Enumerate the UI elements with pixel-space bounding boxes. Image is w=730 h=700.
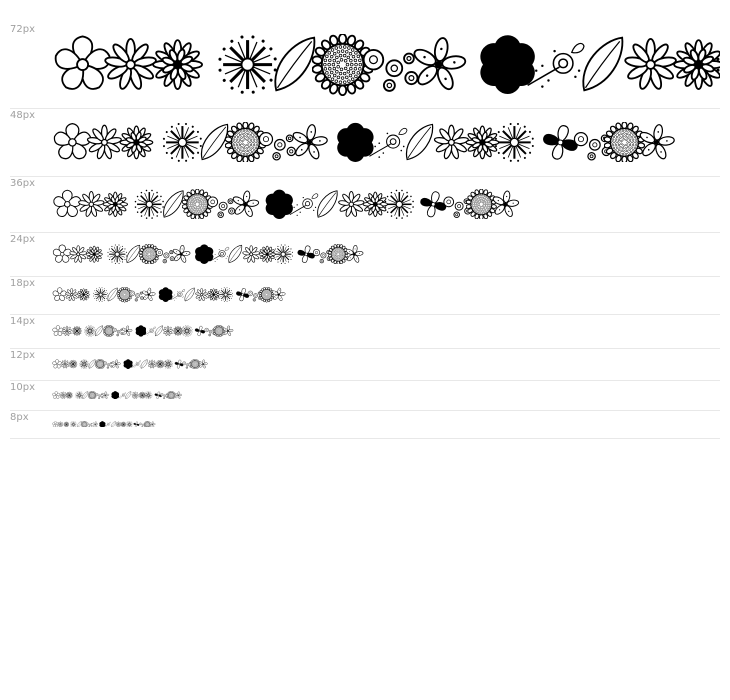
five-petal-glyph bbox=[271, 287, 286, 302]
five-petal-glyph bbox=[149, 421, 156, 428]
size-label: 36px bbox=[10, 178, 35, 189]
specimen-row bbox=[10, 348, 720, 381]
sunburst-glyph bbox=[494, 122, 535, 163]
glyph-strip bbox=[50, 108, 720, 176]
glyph-strip bbox=[50, 276, 720, 314]
glyph-strip bbox=[50, 348, 720, 380]
size-label: 24px bbox=[10, 234, 35, 245]
size-label: 18px bbox=[10, 278, 35, 289]
five-petal-glyph bbox=[230, 189, 261, 220]
glyph-strip bbox=[50, 22, 720, 108]
chrysanthemum-glyph bbox=[65, 391, 74, 400]
chrysanthemum-glyph bbox=[147, 34, 208, 95]
chrysanthemum-glyph bbox=[63, 421, 70, 428]
five-petal-glyph bbox=[101, 391, 110, 400]
five-petal-glyph bbox=[121, 325, 133, 337]
size-label: 48px bbox=[10, 110, 35, 121]
chrysanthemum-glyph bbox=[68, 359, 78, 369]
five-petal-glyph bbox=[141, 287, 156, 302]
sunburst-glyph bbox=[273, 244, 293, 264]
sunburst-glyph bbox=[218, 287, 233, 302]
size-label: 72px bbox=[10, 24, 35, 35]
chrysanthemum-glyph bbox=[71, 325, 83, 337]
glyph-strip bbox=[50, 410, 720, 438]
five-petal-glyph bbox=[408, 34, 469, 95]
glyph-strip bbox=[50, 232, 720, 276]
sunburst-glyph bbox=[144, 391, 153, 400]
sunburst-glyph bbox=[126, 421, 133, 428]
five-petal-glyph bbox=[222, 325, 234, 337]
size-label: 8px bbox=[10, 412, 29, 423]
five-petal-glyph bbox=[92, 421, 99, 428]
size-label: 14px bbox=[10, 316, 35, 327]
sunburst-glyph bbox=[163, 359, 173, 369]
five-petal-glyph bbox=[198, 359, 208, 369]
specimen-row bbox=[10, 22, 720, 109]
five-petal-glyph bbox=[171, 244, 191, 264]
five-petal-glyph bbox=[111, 359, 121, 369]
five-petal-glyph bbox=[636, 122, 677, 163]
five-petal-glyph bbox=[289, 122, 330, 163]
specimen-row bbox=[10, 380, 720, 411]
five-petal-glyph bbox=[490, 189, 521, 220]
chrysanthemum-glyph bbox=[100, 189, 131, 220]
specimen-row bbox=[10, 232, 720, 277]
size-label: 12px bbox=[10, 350, 35, 361]
chrysanthemum-glyph bbox=[84, 244, 104, 264]
sunburst-glyph bbox=[384, 189, 415, 220]
chrysanthemum-glyph bbox=[116, 122, 157, 163]
chrysanthemum-glyph bbox=[668, 34, 720, 95]
specimen-row bbox=[10, 314, 720, 349]
specimen-row bbox=[10, 108, 720, 177]
specimen-row bbox=[10, 276, 720, 315]
sunburst-glyph bbox=[181, 325, 193, 337]
glyph-strip bbox=[50, 380, 720, 410]
glyph-strip bbox=[50, 314, 720, 348]
five-petal-glyph bbox=[174, 391, 183, 400]
glyph-strip bbox=[50, 176, 720, 232]
specimen-row bbox=[10, 176, 720, 233]
chrysanthemum-glyph bbox=[76, 287, 91, 302]
size-label: 10px bbox=[10, 382, 35, 393]
five-petal-glyph bbox=[344, 244, 364, 264]
specimen-row bbox=[10, 410, 720, 439]
sunburst-glyph bbox=[715, 34, 720, 95]
